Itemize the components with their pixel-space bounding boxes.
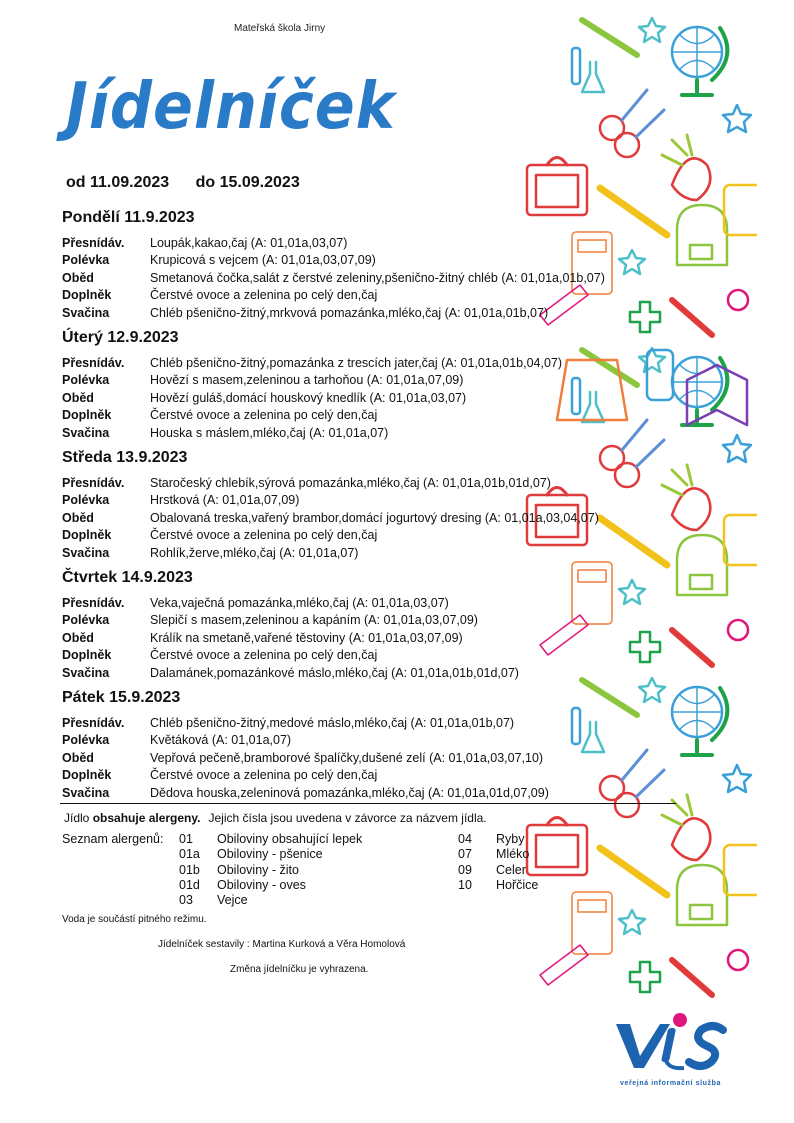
meal-label: Oběd	[62, 510, 94, 525]
allergen-code: 01a	[179, 847, 200, 862]
meal-text: Čerstvé ovoce a zelenina po celý den,čaj	[150, 288, 378, 303]
meal-row	[62, 270, 682, 287]
vis-logo-icon	[608, 1010, 738, 1078]
change-note: Změna jídelníčku je vyhrazena.	[230, 964, 369, 975]
day-section-thursday	[62, 567, 682, 682]
meal-row	[62, 235, 682, 252]
allergen-name: Obiloviny obsahující lepek	[217, 832, 363, 846]
meal-text: Houska s máslem,mléko,čaj (A: 01,01a,07)	[150, 425, 389, 440]
allergen-name: Obiloviny - žito	[217, 862, 299, 877]
meal-text: Květáková (A: 01,01a,07)	[150, 733, 292, 748]
school-name: Mateřská škola Jirny	[234, 23, 326, 34]
meal-text: Čerstvé ovoce a zelenina po celý den,čaj	[150, 648, 378, 663]
meal-text: Čerstvé ovoce a zelenina po celý den,čaj	[150, 408, 378, 423]
allergen-code: 01b	[179, 862, 200, 877]
allergen-name: Mléko	[496, 847, 530, 862]
meal-label: Doplněk	[62, 288, 112, 303]
meal-label: Oběd	[62, 630, 94, 645]
allergen-list-label: Seznam alergenů:	[62, 832, 164, 846]
date-from: od 11.09.2023	[66, 174, 170, 191]
day-title: Úterý 12.9.2023	[62, 329, 179, 346]
meal-row	[62, 407, 682, 424]
meal-text: Králík na smetaně,vařené těstoviny (A: 01,01a,03,07,09)	[150, 630, 463, 645]
allergen-code: 03	[179, 893, 193, 908]
meal-row	[62, 750, 682, 767]
meal-row	[62, 767, 682, 784]
meal-row	[62, 665, 682, 682]
meal-text: Hovězí guláš,domácí houskový knedlík (A: 01,01a,03,07)	[150, 390, 467, 405]
meal-row	[62, 287, 682, 304]
allergen-code: 07	[458, 847, 472, 862]
meal-row	[62, 785, 682, 802]
meal-label: Doplněk	[62, 768, 112, 783]
allergen-note-bold: obsahuje alergeny.	[92, 811, 201, 825]
meal-text: Slepičí s masem,zeleninou a kapáním (A: 01,01a,03,07,09)	[150, 613, 478, 628]
allergen-name: Ryby	[496, 832, 525, 846]
meal-row	[62, 715, 682, 732]
day-section-friday	[62, 687, 682, 802]
day-section-wednesday	[62, 447, 682, 562]
day-title: Pondělí 11.9.2023	[62, 209, 195, 226]
meal-label: Přesnídáv.	[62, 356, 125, 370]
meal-row	[62, 630, 682, 647]
meal-row	[62, 390, 682, 407]
meal-row	[62, 372, 682, 389]
meal-text: Staročeský chlebík,sýrová pomazánka,mléko,čaj (A: 01,01a,01b,01d,07)	[150, 476, 551, 490]
meal-label: Polévka	[62, 613, 110, 628]
meal-label: Doplněk	[62, 648, 112, 663]
meal-row	[62, 305, 682, 322]
meal-row	[62, 355, 682, 372]
meal-text: Chléb pšenično-žitný,medové máslo,mléko,čaj (A: 01,01a,01b,07)	[150, 716, 515, 730]
meal-label: Svačina	[62, 545, 110, 560]
meal-text: Čerstvé ovoce a zelenina po celý den,čaj	[150, 768, 378, 783]
meal-label: Přesnídáv.	[62, 476, 125, 490]
meal-label: Polévka	[62, 733, 110, 748]
meal-row	[62, 475, 682, 492]
authors-note: Jídelníček sestavily : Martina Kurková a Věra Homolová	[158, 939, 406, 950]
page-title: Jídelníček	[66, 70, 396, 144]
day-title: Pátek 15.9.2023	[62, 689, 181, 706]
meal-text: Dědova houska,zeleninová pomazánka,mléko,čaj (A: 01,01a,01d,07,09)	[150, 785, 549, 800]
meal-row	[62, 545, 682, 562]
vis-logo	[608, 1010, 738, 1090]
meal-text: Smetanová čočka,salát z čerstvé zeleniny,pšeničnо-žitný chléb (A: 01,01a,01b,07)	[150, 270, 605, 285]
meal-label: Svačina	[62, 665, 110, 680]
meal-text: Rohlík,žerve,mléko,čaj (A: 01,01a,07)	[150, 545, 359, 560]
meal-label: Doplněk	[62, 408, 112, 423]
meal-label: Polévka	[62, 493, 110, 508]
meal-row	[62, 527, 682, 544]
meal-label: Přesnídáv.	[62, 236, 125, 250]
meal-text: Dalamánek,pomazánkové máslo,mléko,čaj (A: 01,01a,01b,01d,07)	[150, 665, 519, 680]
allergen-name: Obiloviny - pšenice	[217, 847, 323, 862]
meal-text: Hovězí s masem,zeleninou a tarhoňou (A: 01,01a,07,09)	[150, 373, 464, 388]
allergen-name: Vejce	[217, 893, 248, 908]
day-title: Čtvrtek 14.9.2023	[62, 569, 193, 586]
allergen-name: Hořčice	[496, 877, 539, 892]
day-section-tuesday	[62, 327, 682, 442]
meal-row	[62, 647, 682, 664]
meal-row	[62, 492, 682, 509]
meal-text: Čerstvé ovoce a zelenina po celý den,čaj	[150, 528, 378, 543]
date-range	[66, 174, 300, 192]
allergen-note-prefix: Jídlo	[64, 811, 93, 825]
meal-text: Chléb pšenično-žitný,pomazánka z trescích jater,čaj (A: 01,01a,01b,04,07)	[150, 356, 563, 370]
meal-label: Oběd	[62, 390, 94, 405]
meal-row	[62, 425, 682, 442]
meal-label: Přesnídáv.	[62, 596, 125, 610]
meal-row	[62, 612, 682, 629]
allergen-note	[64, 811, 487, 825]
allergen-name: Obiloviny - oves	[217, 877, 306, 892]
meal-label: Doplněk	[62, 528, 112, 543]
meal-label: Svačina	[62, 785, 110, 800]
meal-row	[62, 252, 682, 269]
meal-label: Svačina	[62, 305, 110, 320]
meal-row	[62, 732, 682, 749]
allergen-code: 10	[458, 877, 472, 892]
meal-label: Polévka	[62, 253, 110, 268]
meal-text: Veka,vaječná pomazánka,mléko,čaj (A: 01,01a,03,07)	[150, 596, 449, 610]
meal-label: Oběd	[62, 750, 94, 765]
day-title: Středa 13.9.2023	[62, 449, 188, 466]
allergen-code: 04	[458, 832, 472, 846]
meal-text: Loupák,kakao,čaj (A: 01,01a,03,07)	[150, 236, 348, 250]
meal-row	[62, 595, 682, 612]
day-section-monday	[62, 207, 682, 322]
meal-label: Svačina	[62, 425, 110, 440]
meal-label: Polévka	[62, 373, 110, 388]
meal-label: Oběd	[62, 270, 94, 285]
allergen-code: 09	[458, 862, 472, 877]
vis-logo-text: veřejná informační služba	[620, 1080, 721, 1087]
meal-text: Chléb pšenično-žitný,mrkvová pomazánka,mléko,čaj (A: 01,01a,01b,07)	[150, 305, 549, 320]
meal-text: Hrstková (A: 01,01a,07,09)	[150, 493, 300, 508]
date-to: do 15.09.2023	[195, 174, 300, 191]
meal-text: Vepřová pečeně,bramborové špalíčky,dušené zelí (A: 01,01a,03,07,10)	[150, 750, 544, 765]
meal-text: Krupicová s vejcem (A: 01,01a,03,07,09)	[150, 253, 376, 268]
meal-text: Obalovaná treska,vařený brambor,domácí jogurtový dresing (A: 01,01a,03,04,07)	[150, 510, 599, 525]
allergen-code: 01	[179, 832, 193, 846]
water-note: Voda je součástí pitného režimu.	[62, 914, 207, 925]
allergen-name: Celer	[496, 862, 526, 877]
meal-row	[62, 510, 682, 527]
meal-label: Přesnídáv.	[62, 716, 125, 730]
allergen-code: 01d	[179, 877, 200, 892]
allergen-note-rest: Jejich čísla jsou uvedena v závorce za názvem jídla.	[208, 811, 487, 825]
divider-line	[60, 803, 676, 804]
